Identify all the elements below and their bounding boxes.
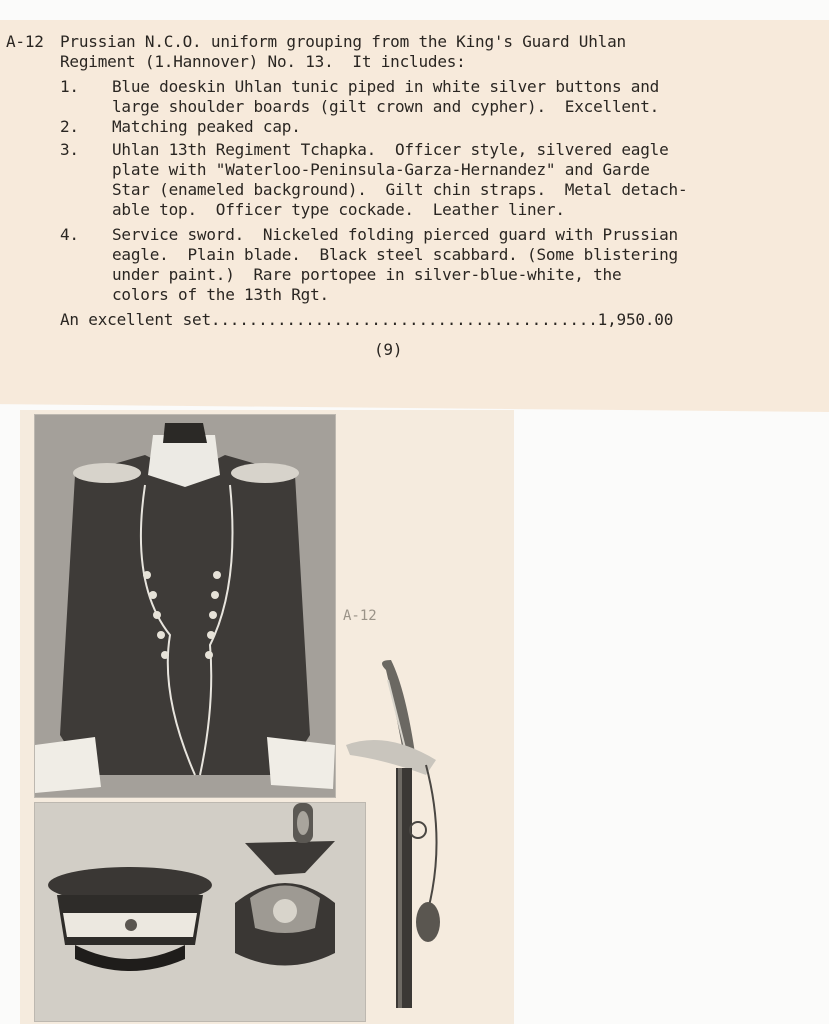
item-line: able top. Officer type cockade. Leather liner.	[112, 200, 565, 219]
item-number: 1.	[60, 77, 79, 96]
item-line: colors of the 13th Rgt.	[112, 285, 329, 304]
item-line: Uhlan 13th Regiment Tchapka. Officer style, silvered eagle	[112, 140, 669, 159]
tunic-photo	[34, 414, 336, 798]
item-line: eagle. Plain blade. Black steel scabbard. (Some blistering	[112, 245, 678, 264]
cap-and-tchapka-photo	[34, 802, 366, 1022]
item-line: Blue doeskin Uhlan tunic piped in white silver buttons and	[112, 77, 660, 96]
lot-number: A-12	[6, 32, 44, 51]
catalog-photo-clipping	[20, 410, 514, 1024]
item-number: 3.	[60, 140, 79, 159]
photo-label: A-12	[343, 608, 377, 624]
item-line: Matching peaked cap.	[112, 117, 301, 136]
item-number: 2.	[60, 117, 79, 136]
item-line: Service sword. Nickeled folding pierced guard with Prussian	[112, 225, 678, 244]
price-summary: An excellent set.........................................1,950.00	[60, 310, 674, 329]
item-line: large shoulder boards (gilt crown and cypher). Excellent.	[112, 97, 660, 116]
item-line: Star (enameled background). Gilt chin straps. Metal detach-	[112, 180, 688, 199]
item-line: under paint.) Rare portopee in silver-blue-white, the	[112, 265, 622, 284]
listing-heading-line-2: Regiment (1.Hannover) No. 13. It includes:	[60, 52, 466, 71]
item-line: plate with "Waterloo-Peninsula-Garza-Hernandez" and Garde	[112, 160, 650, 179]
sword-photo	[346, 660, 456, 1010]
item-number: 4.	[60, 225, 79, 244]
listing-heading-line-1: Prussian N.C.O. uniform grouping from the King's Guard Uhlan	[60, 32, 626, 51]
page-number: (9)	[374, 340, 403, 359]
